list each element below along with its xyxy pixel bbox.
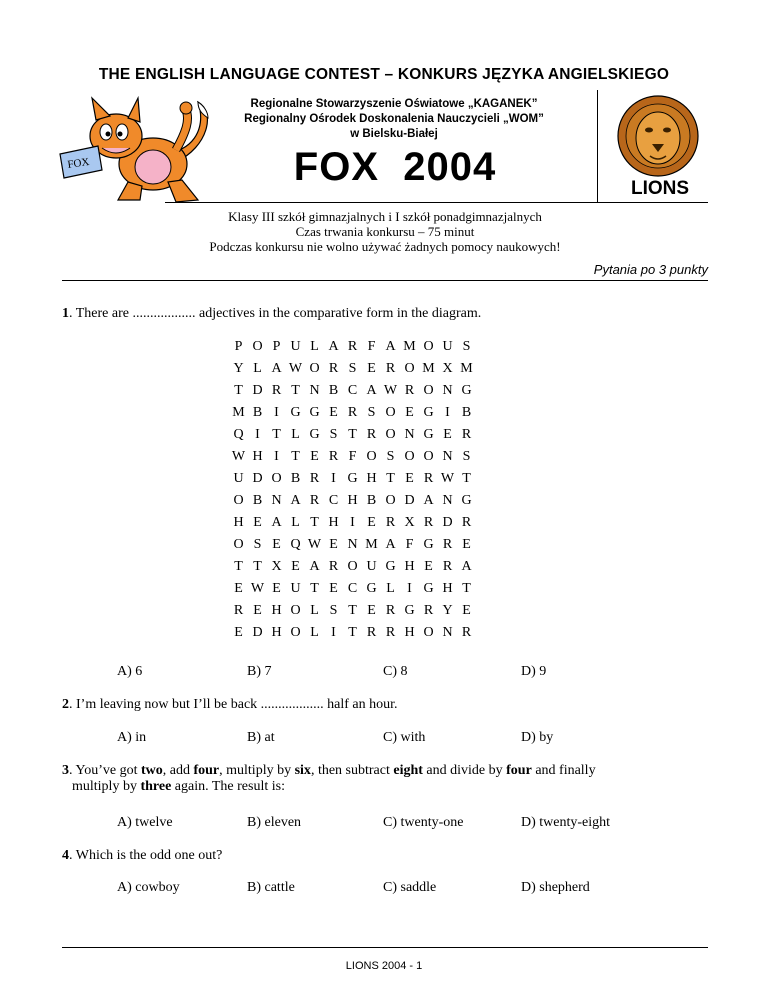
option-d: D) twenty-eight — [521, 815, 611, 830]
grid-cell: A — [271, 361, 282, 376]
grid-cell: G — [385, 559, 396, 574]
grid-cell: A — [385, 537, 396, 552]
grid-row — [229, 556, 476, 578]
fox-sign-text: FOX — [66, 156, 91, 171]
question-number: 3 — [62, 763, 69, 778]
grid-cell: R — [461, 427, 472, 442]
grid-cell: T — [462, 581, 471, 596]
grid-cell: O — [423, 625, 434, 640]
question-text: . Which is the odd one out? — [69, 848, 223, 863]
grid-row — [229, 402, 476, 424]
grid-row — [229, 358, 476, 380]
grid-cell: R — [328, 449, 339, 464]
grid-cell: E — [253, 603, 262, 618]
question-text: , add — [162, 763, 194, 778]
grid-row — [229, 490, 476, 512]
emphasis: six — [294, 763, 311, 778]
points-label: Pytania po 3 punkty — [593, 262, 708, 277]
question-text: multiply by — [72, 779, 141, 794]
grid-cell: D — [252, 625, 263, 640]
grid-cell: M — [403, 339, 416, 354]
grid-cell: S — [462, 339, 471, 354]
grid-cell: S — [367, 405, 376, 420]
grid-cell: T — [348, 625, 357, 640]
grid-cell: H — [404, 625, 415, 640]
grid-cell: B — [252, 493, 263, 508]
grid-cell: M — [460, 361, 473, 376]
option-d: D) by — [521, 730, 554, 745]
grid-cell: E — [329, 581, 338, 596]
grid-cell: N — [347, 537, 358, 552]
grid-cell: H — [442, 581, 453, 596]
grid-cell: U — [290, 339, 301, 354]
grid-cell: R — [309, 471, 320, 486]
question-line-1 — [62, 763, 712, 779]
option-d: D) shepherd — [521, 880, 590, 895]
emphasis: eight — [393, 763, 423, 778]
grid-cell: F — [405, 537, 414, 552]
grid-cell: I — [274, 449, 279, 464]
grid-cell: N — [404, 427, 415, 442]
grid-cell: R — [233, 603, 244, 618]
grid-cell: Y — [442, 603, 453, 618]
option-c: C) saddle — [383, 880, 437, 895]
option-a: A) in — [117, 730, 147, 745]
grid-cell: O — [385, 493, 396, 508]
organizer-line-3: w Bielsku-Białej — [350, 128, 438, 140]
grid-cell: X — [271, 559, 282, 574]
grid-cell: H — [328, 515, 339, 530]
grid-cell: E — [272, 537, 281, 552]
grid-cell: R — [366, 427, 377, 442]
info-line-2: Czas trwania konkursu – 75 minut — [295, 224, 475, 239]
option-a: A) cowboy — [117, 880, 180, 895]
grid-cell: G — [423, 581, 434, 596]
grid-cell: N — [442, 625, 453, 640]
grid-cell: N — [442, 449, 453, 464]
grid-cell: G — [461, 493, 472, 508]
grid-cell: H — [404, 559, 415, 574]
grid-cell: D — [252, 383, 263, 398]
grid-cell: H — [366, 471, 377, 486]
grid-cell: I — [331, 625, 336, 640]
grid-cell: S — [253, 537, 262, 552]
grid-cell: B — [461, 405, 472, 420]
grid-cell: A — [271, 515, 282, 530]
grid-cell: G — [347, 471, 358, 486]
grid-cell: X — [442, 361, 453, 376]
grid-cell: U — [366, 559, 377, 574]
question-text: . You’ve got — [69, 763, 141, 778]
grid-cell: H — [347, 493, 358, 508]
option-b: B) at — [247, 730, 275, 745]
grid-cell: O — [423, 449, 434, 464]
grid-cell: D — [252, 471, 263, 486]
option-c: C) with — [383, 730, 426, 745]
option-b: B) 7 — [247, 664, 272, 679]
question-text: . There are .................. adjectives in the comparative form in the diagram. — [69, 306, 482, 321]
grid-cell: O — [404, 449, 415, 464]
grid-cell: T — [253, 559, 262, 574]
grid-cell: T — [291, 449, 300, 464]
grid-cell: E — [424, 559, 433, 574]
grid-cell: R — [423, 515, 434, 530]
grid-cell: E — [234, 625, 243, 640]
grid-cell: W — [307, 537, 322, 552]
grid-cell: C — [328, 493, 339, 508]
grid-cell: G — [309, 405, 320, 420]
grid-cell: O — [290, 603, 301, 618]
grid-cell: H — [252, 449, 263, 464]
grid-cell: F — [348, 449, 357, 464]
grid-cell: W — [250, 581, 265, 596]
info-line-3: Podczas konkursu nie wolno używać żadnych pomocy naukowych! — [209, 239, 561, 254]
grid-cell: S — [462, 449, 471, 464]
grid-cell: O — [423, 339, 434, 354]
grid-cell: T — [310, 581, 319, 596]
question-1 — [62, 306, 481, 322]
question-text: again. The result is: — [171, 779, 285, 794]
grid-cell: E — [367, 603, 376, 618]
grid-cell: E — [272, 581, 281, 596]
grid-cell: L — [310, 603, 319, 618]
grid-cell: I — [445, 405, 450, 420]
emphasis: two — [140, 763, 163, 778]
option-b: B) cattle — [247, 880, 295, 895]
grid-row — [229, 622, 476, 644]
grid-cell: G — [366, 581, 377, 596]
question-2 — [62, 697, 398, 713]
grid-cell: R — [385, 603, 396, 618]
grid-cell: I — [255, 427, 260, 442]
grid-cell: R — [423, 603, 434, 618]
grid-cell: R — [328, 559, 339, 574]
emphasis: four — [193, 763, 220, 778]
grid-cell: L — [310, 339, 319, 354]
header-divider-vertical — [597, 90, 598, 202]
grid-cell: L — [310, 625, 319, 640]
grid-cell: R — [385, 625, 396, 640]
contest-title: THE ENGLISH LANGUAGE CONTEST – KONKURS JĘZYKA ANGIELSKIEGO — [98, 66, 670, 83]
organizer-block — [214, 97, 574, 142]
grid-cell: G — [423, 405, 434, 420]
question-3 — [62, 763, 712, 795]
grid-cell: W — [231, 449, 246, 464]
option-d: D) 9 — [521, 664, 547, 679]
grid-cell: Q — [233, 427, 244, 442]
grid-cell: U — [442, 339, 453, 354]
grid-cell: E — [253, 515, 262, 530]
organizer-line-2: Regionalny Ośrodek Doskonalenia Nauczycieli „WOM” — [244, 113, 544, 125]
grid-cell: R — [385, 361, 396, 376]
grid-row — [229, 512, 476, 534]
grid-cell: N — [271, 493, 282, 508]
option-a: A) 6 — [117, 664, 143, 679]
grid-cell: T — [234, 559, 243, 574]
grid-cell: O — [233, 493, 244, 508]
page-footer: LIONS 2004 - 1 — [345, 960, 423, 972]
question-number: 1 — [62, 306, 69, 321]
option-b: B) eleven — [247, 815, 302, 830]
grid-cell: O — [309, 361, 320, 376]
option-c: C) 8 — [383, 664, 408, 679]
grid-cell: A — [461, 559, 472, 574]
grid-cell: N — [442, 493, 453, 508]
grid-cell: O — [233, 537, 244, 552]
grid-cell: L — [253, 361, 262, 376]
grid-row — [229, 578, 476, 600]
grid-cell: O — [290, 625, 301, 640]
grid-cell: E — [462, 537, 471, 552]
grid-cell: G — [404, 603, 415, 618]
grid-cell: I — [407, 581, 412, 596]
grid-cell: I — [331, 471, 336, 486]
grid-cell: E — [367, 515, 376, 530]
grid-cell: Q — [290, 537, 301, 552]
grid-cell: R — [461, 515, 472, 530]
grid-cell: H — [271, 625, 282, 640]
question-text: , then subtract — [310, 763, 394, 778]
grid-cell: E — [291, 559, 300, 574]
grid-cell: U — [233, 471, 244, 486]
grid-cell: O — [385, 405, 396, 420]
grid-cell: T — [348, 427, 357, 442]
header-divider-line — [165, 202, 708, 203]
grid-cell: A — [423, 493, 434, 508]
grid-cell: D — [442, 515, 453, 530]
grid-cell: S — [329, 603, 338, 618]
grid-cell: O — [423, 383, 434, 398]
grid-cell: W — [288, 361, 303, 376]
grid-cell: R — [271, 383, 282, 398]
grid-cell: E — [234, 581, 243, 596]
question-text: and divide by — [422, 763, 507, 778]
grid-cell: L — [291, 427, 300, 442]
word-search-grid — [229, 336, 476, 644]
grid-cell: N — [442, 383, 453, 398]
info-line-1: Klasy III szkół gimnazjalnych i I szkół ponadgimnazjalnych — [228, 209, 542, 224]
grid-row — [229, 600, 476, 622]
grid-cell: G — [423, 537, 434, 552]
grid-cell: S — [386, 449, 395, 464]
question-line-2 — [62, 779, 712, 795]
grid-cell: E — [310, 449, 319, 464]
grid-cell: Y — [233, 361, 244, 376]
grid-cell: A — [290, 493, 301, 508]
grid-cell: R — [404, 383, 415, 398]
footer-divider-line — [62, 947, 708, 948]
grid-cell: O — [252, 339, 263, 354]
grid-cell: E — [405, 405, 414, 420]
option-c: C) twenty-one — [383, 815, 464, 830]
grid-cell: E — [443, 427, 452, 442]
grid-cell: T — [272, 427, 281, 442]
lion-illustration — [614, 90, 702, 178]
grid-cell: E — [329, 405, 338, 420]
grid-cell: T — [310, 515, 319, 530]
grid-cell: T — [348, 603, 357, 618]
grid-cell: I — [350, 515, 355, 530]
grid-cell: A — [385, 339, 396, 354]
grid-cell: F — [367, 339, 376, 354]
grid-cell: M — [365, 537, 378, 552]
option-a: A) twelve — [117, 815, 173, 830]
grid-cell: R — [423, 471, 434, 486]
grid-cell: L — [386, 581, 395, 596]
grid-cell: N — [309, 383, 320, 398]
grid-cell: B — [366, 493, 377, 508]
grid-cell: C — [347, 383, 358, 398]
grid-cell: B — [290, 471, 301, 486]
grid-cell: E — [462, 603, 471, 618]
grid-cell: T — [234, 383, 243, 398]
grid-cell: U — [290, 581, 301, 596]
grid-cell: P — [272, 339, 281, 354]
question-text: . I’m leaving now but I’ll be back .................. half an hour. — [69, 697, 398, 712]
grid-cell: H — [271, 603, 282, 618]
contest-name: FOX 2004 — [293, 145, 497, 189]
grid-cell: B — [328, 383, 339, 398]
grid-row — [229, 336, 476, 358]
grid-row — [229, 380, 476, 402]
grid-cell: R — [442, 559, 453, 574]
grid-cell: G — [309, 427, 320, 442]
level-label: LIONS — [630, 178, 690, 199]
question-text: , multiply by — [219, 763, 295, 778]
grid-cell: I — [274, 405, 279, 420]
grid-cell: P — [234, 339, 243, 354]
grid-cell: E — [405, 471, 414, 486]
section-divider-line — [62, 280, 708, 281]
question-text: and finally — [531, 763, 596, 778]
grid-cell: T — [386, 471, 395, 486]
grid-cell: W — [440, 471, 455, 486]
emphasis: three — [140, 779, 172, 794]
fox-mascot-illustration — [58, 92, 218, 210]
grid-cell: W — [383, 383, 398, 398]
grid-cell: R — [385, 515, 396, 530]
grid-cell: G — [423, 427, 434, 442]
organizer-line-1: Regionalne Stowarzyszenie Oświatowe „KAGANEK” — [250, 98, 538, 110]
grid-row — [229, 424, 476, 446]
grid-cell: A — [328, 339, 339, 354]
grid-cell: O — [385, 427, 396, 442]
contest-info — [120, 209, 650, 254]
grid-cell: T — [291, 383, 300, 398]
grid-cell: T — [462, 471, 471, 486]
grid-cell: M — [232, 405, 245, 420]
grid-cell: X — [404, 515, 415, 530]
grid-cell: C — [347, 581, 358, 596]
grid-cell: G — [461, 383, 472, 398]
grid-cell: L — [291, 515, 300, 530]
grid-cell: E — [367, 361, 376, 376]
grid-cell: M — [422, 361, 435, 376]
grid-cell: B — [252, 405, 263, 420]
grid-row — [229, 446, 476, 468]
grid-cell: A — [366, 383, 377, 398]
grid-cell: R — [366, 625, 377, 640]
grid-cell: D — [404, 493, 415, 508]
grid-row — [229, 534, 476, 556]
emphasis: four — [506, 763, 532, 778]
grid-cell: O — [404, 361, 415, 376]
grid-cell: R — [347, 405, 358, 420]
grid-row — [229, 468, 476, 490]
grid-cell: R — [347, 339, 358, 354]
grid-cell: O — [271, 471, 282, 486]
grid-cell: E — [329, 537, 338, 552]
grid-cell: A — [309, 559, 320, 574]
grid-cell: R — [442, 537, 453, 552]
grid-cell: R — [309, 493, 320, 508]
grid-cell: O — [347, 559, 358, 574]
grid-cell: R — [461, 625, 472, 640]
question-number: 2 — [62, 697, 69, 712]
grid-cell: O — [366, 449, 377, 464]
grid-cell: G — [290, 405, 301, 420]
grid-cell: S — [348, 361, 357, 376]
grid-cell: R — [328, 361, 339, 376]
grid-cell: S — [329, 427, 338, 442]
grid-cell: H — [233, 515, 244, 530]
question-number: 4 — [62, 848, 69, 863]
question-4 — [62, 848, 222, 864]
